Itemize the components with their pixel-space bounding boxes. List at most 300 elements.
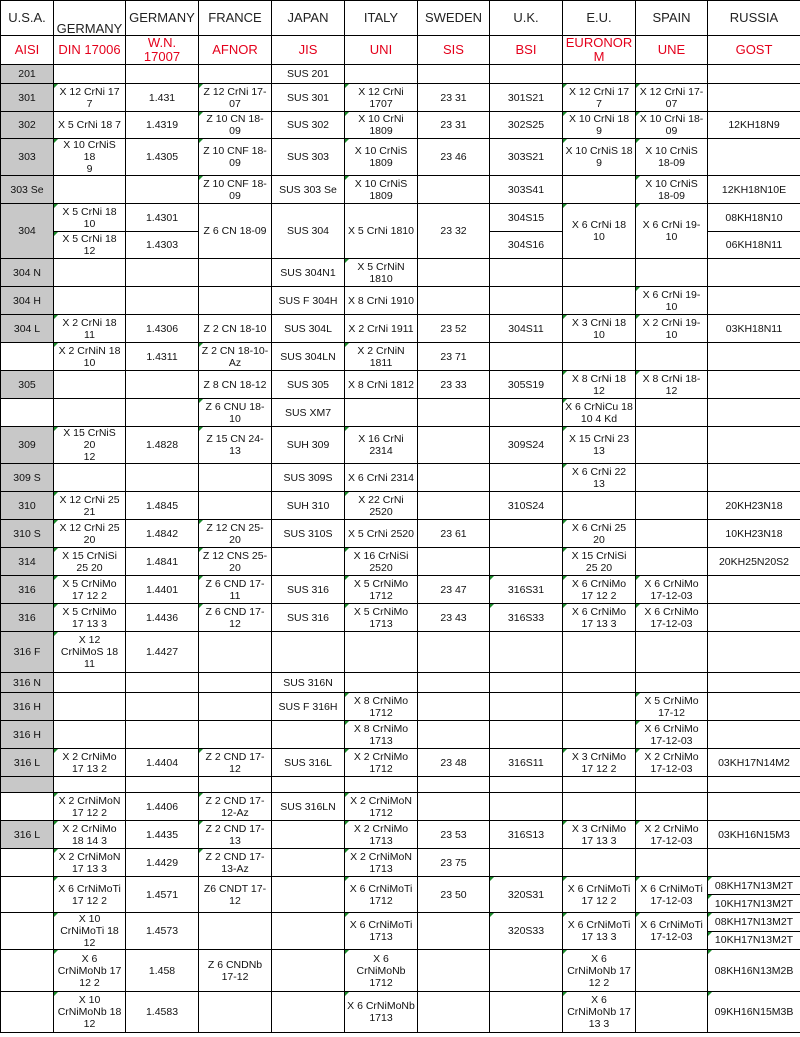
euronorm-cell: X 15 CrNiSi 25 20 xyxy=(563,548,636,576)
afnor-cell: Z 10 CNF 18- 09 xyxy=(199,139,272,176)
din-cell: X 2 CrNi 18 11 xyxy=(54,315,126,343)
aisi-cell: 303 xyxy=(1,139,54,176)
aisi-cell: 302 xyxy=(1,112,54,139)
gost-cell: 08KH16N13M2B xyxy=(708,950,800,992)
din-cell: X 5 CrNi 18 12 xyxy=(54,232,126,259)
wn-cell: 1.4573 xyxy=(126,913,199,950)
une-cell xyxy=(636,399,708,427)
euronorm-cell xyxy=(563,259,636,287)
gost-cell: 20KH23N18 xyxy=(708,492,800,520)
euronorm-cell xyxy=(563,632,636,673)
din-cell: X 15 CrNiS 20 12 xyxy=(54,427,126,464)
aisi-cell: 316 L xyxy=(1,749,54,777)
aisi-cell xyxy=(1,950,54,992)
afnor-cell xyxy=(199,632,272,673)
sis-cell: 23 75 xyxy=(418,849,490,877)
bsi-cell: 303S21 xyxy=(490,139,563,176)
une-cell: X 12 CrNi 17- 07 xyxy=(636,84,708,112)
wn-cell: 1.4436 xyxy=(126,604,199,632)
gost-cell xyxy=(708,693,800,721)
gost-cell xyxy=(708,793,800,821)
bsi-cell: 301S21 xyxy=(490,84,563,112)
gost-cell: 10KH17N13M2T xyxy=(708,895,800,913)
wn-cell: 1.4429 xyxy=(126,849,199,877)
table-row xyxy=(1,139,800,176)
uni-cell xyxy=(345,399,418,427)
header-country: SWEDEN xyxy=(418,1,490,36)
wn-cell xyxy=(126,673,199,693)
afnor-cell: Z 2 CND 17- 13 xyxy=(199,821,272,849)
une-cell: X 6 CrNiMo 17-12-03 xyxy=(636,604,708,632)
gost-cell xyxy=(708,721,800,749)
bsi-cell: 303S41 xyxy=(490,176,563,204)
uni-cell: X 2 CrNi 1911 xyxy=(345,315,418,343)
table-row xyxy=(1,673,800,693)
uni-cell: X 12 CrNi 1707 xyxy=(345,84,418,112)
wn-cell: 1.431 xyxy=(126,84,199,112)
jis-cell: SUH 309 xyxy=(272,427,345,464)
bsi-cell xyxy=(490,793,563,821)
afnor-cell xyxy=(199,259,272,287)
jis-cell: SUS 201 xyxy=(272,65,345,84)
une-cell: X 2 CrNiMo 17-12-03 xyxy=(636,749,708,777)
aisi-cell: 310 xyxy=(1,492,54,520)
bsi-cell xyxy=(490,464,563,492)
aisi-cell: 304 N xyxy=(1,259,54,287)
bsi-cell xyxy=(490,548,563,576)
table-row xyxy=(1,849,800,877)
gost-cell: 08KH17N13M2T xyxy=(708,877,800,895)
aisi-cell: 301 xyxy=(1,84,54,112)
gost-cell: 10KH17N13M2T xyxy=(708,931,800,950)
bsi-cell: 305S19 xyxy=(490,371,563,399)
une-cell xyxy=(636,464,708,492)
jis-cell xyxy=(272,849,345,877)
gost-cell xyxy=(708,399,800,427)
afnor-cell: Z 6 CN 18-09 xyxy=(199,204,272,259)
din-cell: X 5 CrNiMo 17 12 2 xyxy=(54,576,126,604)
uni-cell: X 8 CrNiMo 1713 xyxy=(345,721,418,749)
gost-cell xyxy=(708,464,800,492)
une-cell xyxy=(636,343,708,371)
sis-cell: 23 32 xyxy=(418,204,490,259)
gost-cell xyxy=(708,287,800,315)
gost-cell: 12KH18N9 xyxy=(708,112,800,139)
gost-cell: 03KH18N11 xyxy=(708,315,800,343)
table-row xyxy=(1,632,800,673)
aisi-cell xyxy=(1,849,54,877)
afnor-cell xyxy=(199,287,272,315)
aisi-cell: 303 Se xyxy=(1,176,54,204)
une-cell: X 8 CrNi 18- 12 xyxy=(636,371,708,399)
sis-cell xyxy=(418,65,490,84)
gost-cell xyxy=(708,84,800,112)
uni-cell: X 8 CrNi 1910 xyxy=(345,287,418,315)
jis-cell: SUS 316L xyxy=(272,749,345,777)
wn-cell: 1.458 xyxy=(126,950,199,992)
une-cell xyxy=(636,793,708,821)
une-cell xyxy=(636,849,708,877)
jis-cell: SUS 303 Se xyxy=(272,176,345,204)
bsi-cell: 304S15 xyxy=(490,204,563,232)
afnor-cell: Z 6 CNDNb 17-12 xyxy=(199,950,272,992)
header-country: GERMANY xyxy=(126,1,199,36)
table-row xyxy=(1,427,800,464)
bsi-cell: 304S11 xyxy=(490,315,563,343)
afnor-cell xyxy=(199,673,272,693)
euronorm-cell: X 6 CrNiCu 18 10 4 Kd xyxy=(563,399,636,427)
euronorm-cell xyxy=(563,492,636,520)
sis-cell xyxy=(418,721,490,749)
din-cell: X 12 CrNi 25 20 xyxy=(54,520,126,548)
jis-cell: SUH 310 xyxy=(272,492,345,520)
table-row xyxy=(1,520,800,548)
wn-cell: 1.4841 xyxy=(126,548,199,576)
une-cell xyxy=(636,259,708,287)
aisi-cell: 304 H xyxy=(1,287,54,315)
table-row xyxy=(1,112,800,139)
header-standard: BSI xyxy=(490,36,563,65)
din-cell: X 2 CrNiMoN 17 12 2 xyxy=(54,793,126,821)
une-cell: X 10 CrNi 18- 09 xyxy=(636,112,708,139)
sis-cell xyxy=(418,548,490,576)
din-cell xyxy=(54,371,126,399)
uni-cell: X 6 CrNiMoTi 1712 xyxy=(345,877,418,913)
din-cell: X 10 CrNiMoTi 18 12 xyxy=(54,913,126,950)
uni-cell xyxy=(345,65,418,84)
aisi-cell: 310 S xyxy=(1,520,54,548)
gost-cell xyxy=(708,65,800,84)
euronorm-cell: X 6 CrNiMoTi 17 12 2 xyxy=(563,877,636,913)
header-standard: SIS xyxy=(418,36,490,65)
table-row xyxy=(1,821,800,849)
afnor-cell: Z 6 CNU 18- 10 xyxy=(199,399,272,427)
sis-cell: 23 46 xyxy=(418,139,490,176)
jis-cell: SUS 304 xyxy=(272,204,345,259)
sis-cell xyxy=(418,793,490,821)
euronorm-cell: X 6 CrNiMo 17 12 2 xyxy=(563,576,636,604)
afnor-cell: Z 6 CND 17- 11 xyxy=(199,576,272,604)
jis-cell xyxy=(272,877,345,913)
euronorm-cell: X 3 CrNi 18 10 xyxy=(563,315,636,343)
euronorm-cell xyxy=(563,793,636,821)
sis-cell xyxy=(418,777,490,793)
aisi-cell: 201 xyxy=(1,65,54,84)
aisi-cell: 309 S xyxy=(1,464,54,492)
table-row xyxy=(1,204,800,232)
uni-cell: X 8 CrNiMo 1712 xyxy=(345,693,418,721)
uni-cell: X 16 CrNiSi 2520 xyxy=(345,548,418,576)
uni-cell: X 2 CrNiMoN 1712 xyxy=(345,793,418,821)
gost-cell xyxy=(708,604,800,632)
uni-cell: X 6 CrNiMoNb 1713 xyxy=(345,992,418,1033)
afnor-cell: Z 6 CND 17- 12 xyxy=(199,604,272,632)
din-cell: X 5 CrNi 18 10 xyxy=(54,204,126,232)
afnor-cell: Z 12 CN 25- 20 xyxy=(199,520,272,548)
uni-cell: X 6 CrNiMoTi 1713 xyxy=(345,913,418,950)
wn-cell: 1.4303 xyxy=(126,232,199,259)
country-header-row xyxy=(1,1,800,36)
sis-cell xyxy=(418,176,490,204)
sis-cell xyxy=(418,632,490,673)
gost-cell: 06KH18N11 xyxy=(708,232,800,259)
gost-cell xyxy=(708,139,800,176)
wn-cell: 1.4306 xyxy=(126,315,199,343)
jis-cell: SUS 316 xyxy=(272,604,345,632)
bsi-cell: 320S33 xyxy=(490,913,563,950)
table-row xyxy=(1,176,800,204)
sis-cell: 23 52 xyxy=(418,315,490,343)
jis-cell: SUS 316N xyxy=(272,673,345,693)
wn-cell: 1.4842 xyxy=(126,520,199,548)
jis-cell xyxy=(272,721,345,749)
header-country: FRANCE xyxy=(199,1,272,36)
bsi-cell: 316S13 xyxy=(490,821,563,849)
une-cell: X 2 CrNi 19- 10 xyxy=(636,315,708,343)
euronorm-cell: X 6 CrNi 22 13 xyxy=(563,464,636,492)
aisi-cell xyxy=(1,343,54,371)
header-country: U.S.A. xyxy=(1,1,54,36)
gost-cell xyxy=(708,576,800,604)
jis-cell: SUS 305 xyxy=(272,371,345,399)
euronorm-cell xyxy=(563,849,636,877)
din-cell: X 12 CrNi 25 21 xyxy=(54,492,126,520)
afnor-cell: Z 2 CND 17- 13-Az xyxy=(199,849,272,877)
din-cell: X 15 CrNiSi 25 20 xyxy=(54,548,126,576)
table-row xyxy=(1,950,800,992)
sis-cell xyxy=(418,399,490,427)
bsi-cell xyxy=(490,777,563,793)
table-row xyxy=(1,343,800,371)
jis-cell: SUS F 316H xyxy=(272,693,345,721)
afnor-cell xyxy=(199,65,272,84)
une-cell: X 6 CrNi 19- 10 xyxy=(636,287,708,315)
sis-cell xyxy=(418,992,490,1033)
une-cell xyxy=(636,65,708,84)
uni-cell: X 5 CrNiN 1810 xyxy=(345,259,418,287)
une-cell xyxy=(636,777,708,793)
gost-cell: 08KH17N13M2T xyxy=(708,913,800,932)
aisi-cell xyxy=(1,777,54,793)
gost-cell: 10KH23N18 xyxy=(708,520,800,548)
aisi-cell xyxy=(1,913,54,950)
header-standard: UNE xyxy=(636,36,708,65)
sis-cell: 23 53 xyxy=(418,821,490,849)
sis-cell: 23 33 xyxy=(418,371,490,399)
wn-cell: 1.4435 xyxy=(126,821,199,849)
sis-cell xyxy=(418,913,490,950)
gost-cell: 12KH18N10E xyxy=(708,176,800,204)
aisi-cell: 314 xyxy=(1,548,54,576)
wn-cell: 1.4845 xyxy=(126,492,199,520)
sis-cell xyxy=(418,287,490,315)
afnor-cell xyxy=(199,777,272,793)
aisi-cell: 304 xyxy=(1,204,54,259)
afnor-cell xyxy=(199,721,272,749)
table-row xyxy=(1,721,800,749)
sis-cell: 23 31 xyxy=(418,112,490,139)
uni-cell: X 22 CrNi 2520 xyxy=(345,492,418,520)
euronorm-cell: X 6 CrNiMoTi 17 13 3 xyxy=(563,913,636,950)
jis-cell: SUS 303 xyxy=(272,139,345,176)
une-cell: X 6 CrNiMo 17-12-03 xyxy=(636,721,708,749)
jis-cell xyxy=(272,913,345,950)
header-standard: AISI xyxy=(1,36,54,65)
gost-cell xyxy=(708,259,800,287)
table-row xyxy=(1,793,800,821)
afnor-cell: Z 15 CN 24- 13 xyxy=(199,427,272,464)
aisi-cell: 316 xyxy=(1,604,54,632)
euronorm-cell: X 6 CrNiMoNb 17 12 2 xyxy=(563,950,636,992)
jis-cell: SUS 302 xyxy=(272,112,345,139)
une-cell: X 5 CrNiMo 17-12 xyxy=(636,693,708,721)
header-standard: W.N. 17007 xyxy=(126,36,199,65)
din-cell: X 2 CrNiMo 17 13 2 xyxy=(54,749,126,777)
wn-cell: 1.4406 xyxy=(126,793,199,821)
aisi-cell: 316 F xyxy=(1,632,54,673)
une-cell: X 6 CrNi 19- 10 xyxy=(636,204,708,259)
une-cell xyxy=(636,492,708,520)
sis-cell: 23 43 xyxy=(418,604,490,632)
table-row xyxy=(1,464,800,492)
bsi-cell: 304S16 xyxy=(490,232,563,259)
bsi-cell: 316S11 xyxy=(490,749,563,777)
din-cell: X 5 CrNiMo 17 13 3 xyxy=(54,604,126,632)
euronorm-cell: X 8 CrNi 18 12 xyxy=(563,371,636,399)
header-country: SPAIN xyxy=(636,1,708,36)
jis-cell: SUS F 304H xyxy=(272,287,345,315)
jis-cell: SUS 304LN xyxy=(272,343,345,371)
bsi-cell: 316S31 xyxy=(490,576,563,604)
wn-cell xyxy=(126,259,199,287)
bsi-cell xyxy=(490,399,563,427)
uni-cell: X 2 CrNiMo 1712 xyxy=(345,749,418,777)
aisi-cell xyxy=(1,793,54,821)
wn-cell xyxy=(126,371,199,399)
afnor-cell: Z 12 CNS 25- 20 xyxy=(199,548,272,576)
table-row xyxy=(1,287,800,315)
uni-cell: X 2 CrNiMoN 1713 xyxy=(345,849,418,877)
afnor-cell xyxy=(199,913,272,950)
une-cell: X 10 CrNiS 18-09 xyxy=(636,139,708,176)
gost-cell: 08KH18N10 xyxy=(708,204,800,232)
din-cell: X 2 CrNiN 18 10 xyxy=(54,343,126,371)
uni-cell: X 10 CrNiS 1809 xyxy=(345,176,418,204)
sis-cell: 23 47 xyxy=(418,576,490,604)
euronorm-cell: X 6 CrNiMo 17 13 3 xyxy=(563,604,636,632)
une-cell xyxy=(636,548,708,576)
table-row xyxy=(1,84,800,112)
euronorm-cell xyxy=(563,176,636,204)
euronorm-cell xyxy=(563,65,636,84)
din-cell xyxy=(54,176,126,204)
table-row xyxy=(1,992,800,1033)
jis-cell: SUS 304L xyxy=(272,315,345,343)
aisi-cell: 316 H xyxy=(1,693,54,721)
sis-cell xyxy=(418,950,490,992)
sis-cell: 23 31 xyxy=(418,84,490,112)
wn-cell: 1.4305 xyxy=(126,139,199,176)
bsi-cell xyxy=(490,693,563,721)
uni-cell: X 8 CrNi 1812 xyxy=(345,371,418,399)
sis-cell xyxy=(418,492,490,520)
header-standard: UNI xyxy=(345,36,418,65)
uni-cell: X 2 CrNiMo 1713 xyxy=(345,821,418,849)
uni-cell: X 10 CrNiS 1809 xyxy=(345,139,418,176)
euronorm-cell xyxy=(563,777,636,793)
bsi-cell: 309S24 xyxy=(490,427,563,464)
table-row xyxy=(1,548,800,576)
wn-cell xyxy=(126,464,199,492)
aisi-cell: 316 H xyxy=(1,721,54,749)
uni-cell: X 5 CrNiMo 1713 xyxy=(345,604,418,632)
sis-cell xyxy=(418,464,490,492)
bsi-cell: 302S25 xyxy=(490,112,563,139)
header-country: JAPAN xyxy=(272,1,345,36)
gost-cell xyxy=(708,427,800,464)
din-cell: X 12 CrNi 17 7 xyxy=(54,84,126,112)
uni-cell: X 5 CrNiMo 1712 xyxy=(345,576,418,604)
din-cell xyxy=(54,673,126,693)
table-row xyxy=(1,877,800,895)
aisi-cell xyxy=(1,992,54,1033)
wn-cell: 1.4828 xyxy=(126,427,199,464)
wn-cell xyxy=(126,287,199,315)
une-cell: X 6 CrNiMo 17-12-03 xyxy=(636,576,708,604)
jis-cell: SUS 310S xyxy=(272,520,345,548)
wn-cell: 1.4571 xyxy=(126,877,199,913)
une-cell xyxy=(636,992,708,1033)
bsi-cell xyxy=(490,343,563,371)
sis-cell xyxy=(418,427,490,464)
aisi-cell: 309 xyxy=(1,427,54,464)
jis-cell xyxy=(272,632,345,673)
bsi-cell xyxy=(490,65,563,84)
gost-cell xyxy=(708,371,800,399)
din-cell: X 5 CrNi 18 7 xyxy=(54,112,126,139)
une-cell: X 2 CrNiMo 17-12-03 xyxy=(636,821,708,849)
afnor-cell: Z 10 CNF 18- 09 xyxy=(199,176,272,204)
header-standard: JIS xyxy=(272,36,345,65)
uni-cell: X 6 CrNi 2314 xyxy=(345,464,418,492)
wn-cell xyxy=(126,399,199,427)
aisi-cell xyxy=(1,399,54,427)
uni-cell: X 5 CrNi 2520 xyxy=(345,520,418,548)
din-cell xyxy=(54,464,126,492)
uni-cell: X 6 CrNiMoNb 1712 xyxy=(345,950,418,992)
jis-cell xyxy=(272,548,345,576)
table-row xyxy=(1,693,800,721)
header-standard: GOST xyxy=(708,36,800,65)
din-cell: X 10 CrNiMoNb 18 12 xyxy=(54,992,126,1033)
sis-cell: 23 71 xyxy=(418,343,490,371)
header-country: U.K. xyxy=(490,1,563,36)
sis-cell: 23 61 xyxy=(418,520,490,548)
header-country: ITALY xyxy=(345,1,418,36)
gost-cell xyxy=(708,849,800,877)
afnor-cell: Z6 CNDT 17- 12 xyxy=(199,877,272,913)
header-country: RUSSIA xyxy=(708,1,800,36)
jis-cell: SUS 316 xyxy=(272,576,345,604)
euronorm-cell: X 10 CrNiS 18 9 xyxy=(563,139,636,176)
table-row xyxy=(1,492,800,520)
jis-cell: SUS 304N1 xyxy=(272,259,345,287)
din-cell xyxy=(54,399,126,427)
din-cell xyxy=(54,287,126,315)
jis-cell: SUS 316LN xyxy=(272,793,345,821)
euronorm-cell: X 6 CrNi 25 20 xyxy=(563,520,636,548)
euronorm-cell: X 15 CrNi 23 13 xyxy=(563,427,636,464)
